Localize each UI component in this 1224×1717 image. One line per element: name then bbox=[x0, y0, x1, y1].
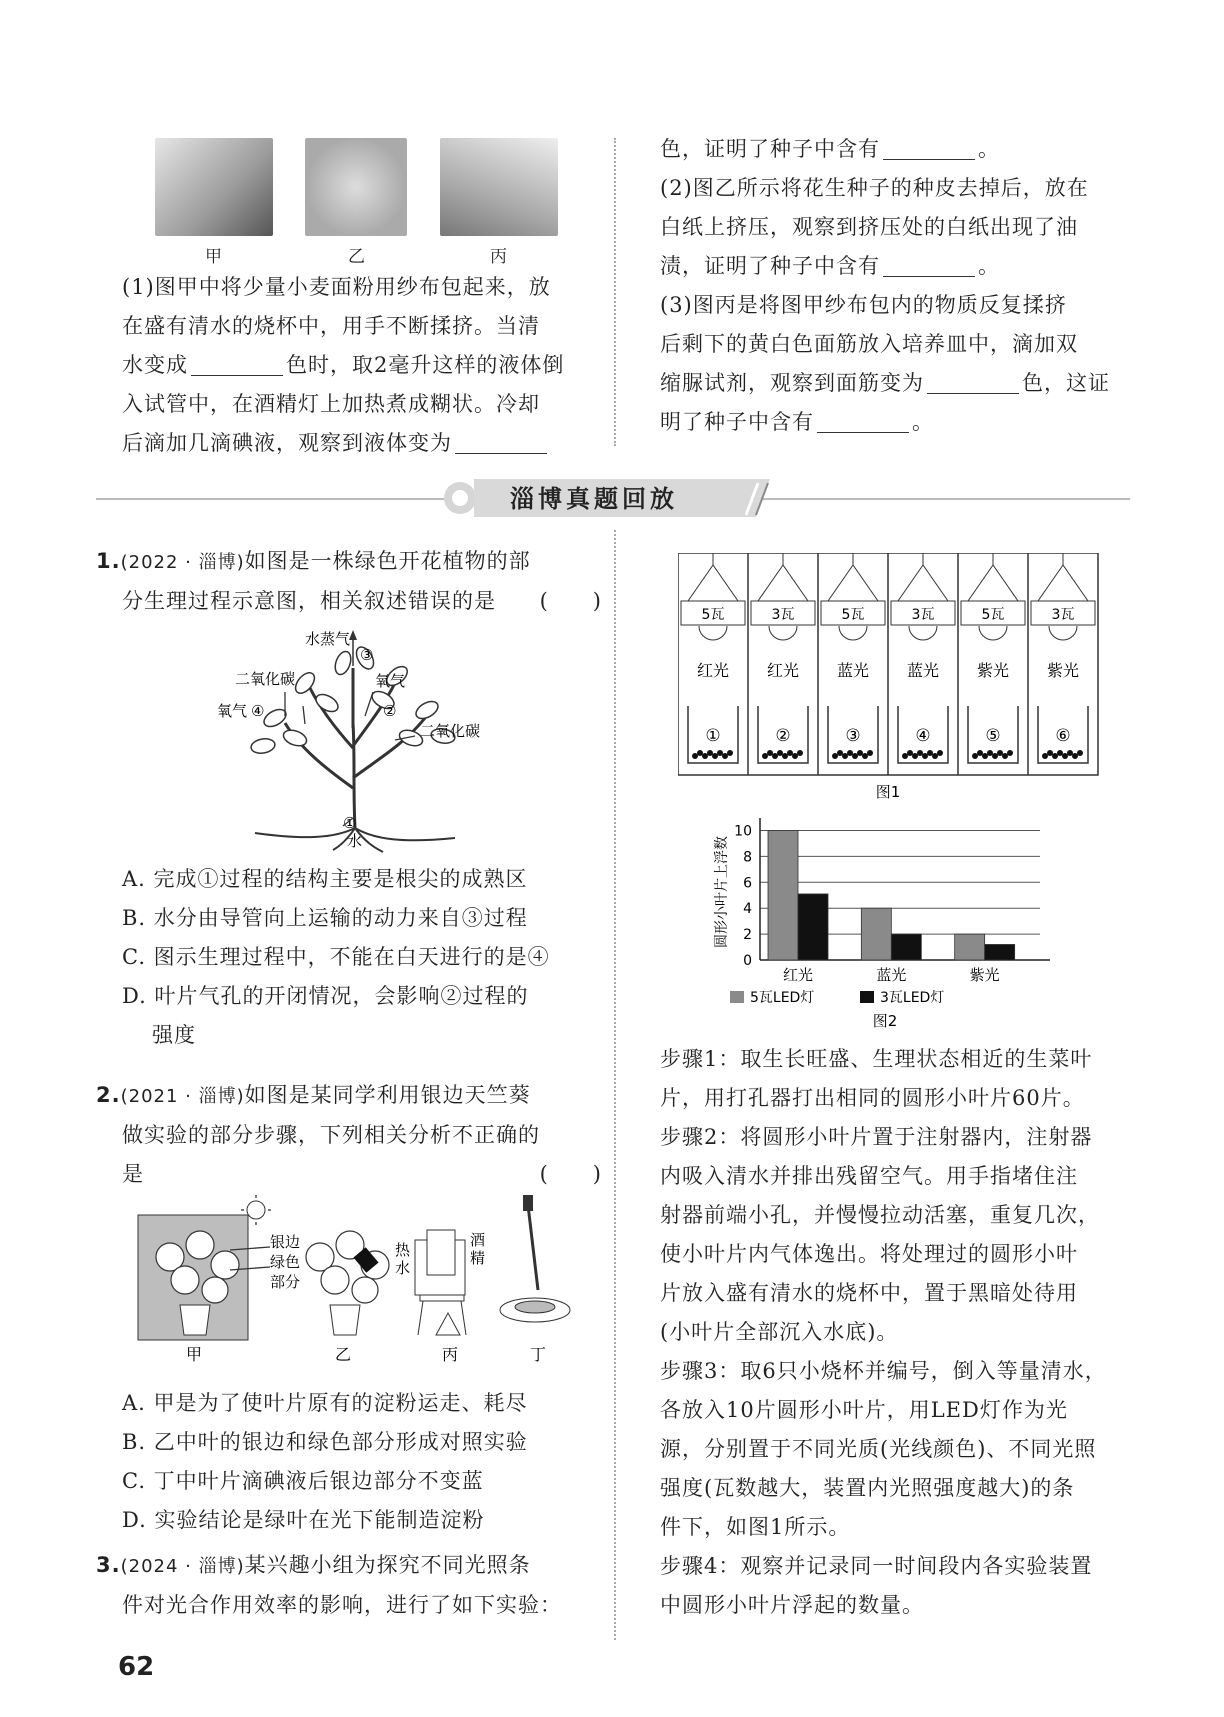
photo-jia bbox=[155, 138, 273, 236]
bulb bbox=[769, 626, 797, 640]
leaf-disc bbox=[707, 750, 713, 756]
photo-yi bbox=[305, 138, 407, 236]
experiment-steps bbox=[660, 1040, 1140, 1625]
legend-label: 5瓦LED灯 bbox=[750, 990, 815, 1006]
light-color-label: 蓝光 bbox=[906, 661, 940, 680]
fig1-caption: 图1 bbox=[875, 783, 901, 801]
leaf-disc bbox=[1052, 753, 1058, 759]
section-title: 淄博真题回放 bbox=[510, 485, 678, 513]
leaf-disc bbox=[902, 753, 908, 759]
beaker-number: ⑤ bbox=[985, 726, 1001, 746]
leaf-disc bbox=[997, 750, 1003, 756]
caption-yi: 乙 bbox=[348, 247, 365, 267]
step-line: 步骤1：取生长旺盛、生理状态相近的生菜叶 bbox=[660, 1047, 1093, 1071]
question-1 bbox=[96, 542, 602, 621]
answer-blank[interactable] bbox=[883, 137, 975, 160]
leaf-disc bbox=[852, 753, 858, 759]
plant-diagram bbox=[215, 628, 515, 853]
leaf-disc bbox=[692, 753, 698, 759]
leaf-disc bbox=[867, 750, 873, 756]
leaf-disc bbox=[717, 750, 723, 756]
leaf-disc bbox=[842, 753, 848, 759]
answer-blank[interactable] bbox=[883, 254, 975, 277]
leaf-disc bbox=[1077, 750, 1083, 756]
lamp-watt-label: 5瓦 bbox=[701, 607, 725, 623]
leaf-disc bbox=[832, 753, 838, 759]
leaf-disc bbox=[982, 753, 988, 759]
q3-stem-line2: 件对光合作用效率的影响，进行了如下实验： bbox=[122, 1593, 562, 1617]
bar bbox=[955, 934, 985, 960]
q3-stem-line1: 3.(2024 · 淄博)某兴趣小组为探究不同光照条 bbox=[96, 1553, 531, 1577]
lamp-watt-label: 3瓦 bbox=[1051, 607, 1075, 623]
leaf-disc bbox=[837, 750, 843, 756]
step-line: 内吸入清水并排出残留空气。用手指堵住注 bbox=[660, 1164, 1078, 1188]
bulb bbox=[909, 626, 937, 640]
text-line: 白纸上挤压，观察到挤压处的白纸出现了油 bbox=[660, 215, 1078, 239]
option-a[interactable]: A. 甲是为了使叶片原有的淀粉运走、耗尽 bbox=[122, 1391, 528, 1415]
text-line: (3)图丙是将图甲纱布包内的物质反复揉挤 bbox=[660, 293, 1067, 317]
light-color-label: 红光 bbox=[696, 661, 730, 680]
option-d[interactable]: D. 叶片气孔的开闭情况，会影响②过程的 bbox=[122, 984, 529, 1008]
fig2-caption: 图2 bbox=[872, 1012, 898, 1030]
bar bbox=[861, 908, 891, 960]
leaf-disc bbox=[792, 753, 798, 759]
leaf-disc bbox=[772, 753, 778, 759]
leaf-disc bbox=[932, 753, 938, 759]
leaf-disc bbox=[922, 753, 928, 759]
step-line: 各放入10片圆形小叶片，用LED灯作为光 bbox=[660, 1398, 1068, 1422]
leaf-disc bbox=[992, 753, 998, 759]
step-line: 源，分别置于不同光质(光线颜色)、不同光照 bbox=[660, 1437, 1097, 1461]
step-line: 步骤2：将圆形小叶片置于注射器内，注射器 bbox=[660, 1125, 1093, 1149]
caption-bing: 丙 bbox=[442, 1345, 459, 1364]
lamp-watt-label: 3瓦 bbox=[911, 607, 935, 623]
leaf-disc bbox=[1042, 753, 1048, 759]
leaf-disc bbox=[722, 753, 728, 759]
lamp-shade bbox=[968, 565, 1018, 601]
text-line: 后滴加几滴碘液，观察到液体变为 bbox=[122, 424, 602, 463]
label-alcohol1: 酒 bbox=[470, 1231, 486, 1249]
beaker-number: ⑥ bbox=[1055, 726, 1071, 746]
text-line: 后剩下的黄白色面筋放入培养皿中，滴加双 bbox=[660, 332, 1078, 356]
column-divider-top bbox=[614, 138, 616, 446]
y-tick-label: 2 bbox=[743, 927, 752, 944]
label-water: 水 bbox=[347, 832, 363, 850]
step-line: 步骤4：观察并记录同一时间段内各实验装置 bbox=[660, 1554, 1093, 1578]
y-tick-label: 4 bbox=[743, 901, 752, 918]
option-d[interactable]: D. 实验结论是绿叶在光下能制造淀粉 bbox=[122, 1508, 485, 1532]
answer-blank[interactable] bbox=[455, 431, 547, 454]
step-line: (小叶片全部沉入水底)。 bbox=[660, 1320, 899, 1344]
x-tick-label: 蓝光 bbox=[876, 966, 907, 984]
leaf-disc bbox=[972, 753, 978, 759]
leaf-disc bbox=[697, 750, 703, 756]
label-o2-left: 氧气 bbox=[217, 702, 248, 720]
leaf-disc bbox=[907, 750, 913, 756]
x-tick-label: 紫光 bbox=[969, 966, 1000, 984]
caption-bing: 丙 bbox=[490, 247, 507, 267]
y-tick-label: 6 bbox=[743, 875, 752, 892]
light-color-label: 红光 bbox=[766, 661, 800, 680]
beaker-number: ③ bbox=[845, 726, 861, 746]
text-line: (1)图甲中将少量小麦面粉用纱布包起来，放 bbox=[122, 275, 551, 299]
lamp-watt-label: 3瓦 bbox=[771, 607, 795, 623]
option-c[interactable]: C. 丁中叶片滴碘液后银边部分不变蓝 bbox=[122, 1469, 484, 1493]
lamp-shade bbox=[758, 565, 808, 601]
leaf-disc bbox=[702, 753, 708, 759]
beaker-number: ① bbox=[705, 726, 721, 746]
lamp-shade bbox=[1038, 565, 1088, 601]
answer-paren[interactable]: ( ) bbox=[539, 589, 602, 613]
label-circle2: ② bbox=[383, 702, 397, 720]
leaf-disc bbox=[912, 753, 918, 759]
label-circle3: ③ bbox=[360, 646, 374, 664]
bar bbox=[768, 830, 798, 960]
text-line: 明了种子中含有 。 bbox=[660, 410, 934, 434]
photo-bing bbox=[440, 138, 558, 236]
question-2 bbox=[96, 1076, 602, 1194]
y-tick-label: 8 bbox=[743, 849, 752, 866]
light-color-label: 蓝光 bbox=[836, 661, 870, 680]
leaf-disc bbox=[987, 750, 993, 756]
leaf-disc bbox=[787, 750, 793, 756]
legend-swatch bbox=[730, 991, 744, 1003]
step-line: 强度(瓦数越大，装置内光照强度越大)的条 bbox=[660, 1476, 1075, 1500]
legend-swatch bbox=[860, 991, 874, 1003]
leaf-disc bbox=[1062, 753, 1068, 759]
leaf-disc bbox=[977, 750, 983, 756]
leaf-disc bbox=[1047, 750, 1053, 756]
label-alcohol2: 精 bbox=[470, 1249, 486, 1267]
section-banner bbox=[440, 475, 780, 521]
leaf-disc bbox=[857, 750, 863, 756]
text-line: 在盛有清水的烧杯中，用手不断揉挤。当清 bbox=[122, 314, 540, 338]
text-line: 色，证明了种子中含有 。 bbox=[660, 137, 1000, 161]
q1-stem-line1: 1.(2022 · 淄博)如图是一株绿色开花植物的部 bbox=[96, 549, 531, 573]
leaf-disc bbox=[1002, 753, 1008, 759]
step-line: 片放入盛有清水的烧杯中，置于黑暗处待用 bbox=[660, 1281, 1078, 1305]
option-d-cont: 强度 bbox=[152, 1023, 196, 1047]
figure-2-bar-chart bbox=[710, 808, 1080, 1033]
caption-yi: 乙 bbox=[335, 1345, 352, 1364]
label-water: 水 bbox=[395, 1259, 411, 1277]
leaf-disc bbox=[777, 750, 783, 756]
step-line: 使小叶片内气体逸出。将处理过的圆形小叶 bbox=[660, 1242, 1078, 1266]
leaf-disc bbox=[862, 753, 868, 759]
leaf-disc bbox=[727, 750, 733, 756]
bulb bbox=[1049, 626, 1077, 640]
lamp-watt-label: 5瓦 bbox=[981, 607, 1005, 623]
caption-ding: 丁 bbox=[530, 1345, 547, 1364]
text-line: 入试管中，在酒精灯上加热煮成糊状。冷却 bbox=[122, 392, 540, 416]
figure-1-apparatus bbox=[678, 553, 1108, 803]
label-circle4: ④ bbox=[251, 702, 265, 720]
lamp-shade bbox=[828, 565, 878, 601]
option-b[interactable]: B. 乙中叶的银边和绿色部分形成对照实验 bbox=[122, 1430, 528, 1454]
label-water-vapor: 水蒸气 bbox=[305, 630, 351, 648]
top-right-text bbox=[660, 130, 1140, 442]
text-line: 缩脲试剂，观察到面筋变为 色，这证 bbox=[660, 371, 1110, 395]
caption-jia: 甲 bbox=[205, 247, 222, 267]
legend-label: 3瓦LED灯 bbox=[880, 990, 945, 1006]
q2-options bbox=[96, 1384, 602, 1540]
leaf-disc bbox=[917, 750, 923, 756]
leaf-disc bbox=[762, 753, 768, 759]
leaf-disc bbox=[797, 750, 803, 756]
bulb bbox=[839, 626, 867, 640]
bar bbox=[798, 894, 828, 960]
text-line: 水变成 色时，取2毫升这样的液体倒 bbox=[122, 353, 565, 377]
light-color-label: 紫光 bbox=[1046, 661, 1080, 680]
bulb bbox=[979, 626, 1007, 640]
answer-blank[interactable] bbox=[191, 353, 283, 376]
answer-blank[interactable] bbox=[817, 410, 909, 433]
y-tick-label: 0 bbox=[743, 953, 752, 969]
label-hot: 热 bbox=[395, 1241, 411, 1259]
step-line: 件下，如图1所示。 bbox=[660, 1515, 851, 1539]
step-line: 射器前端小孔，并慢慢拉动活塞，重复几次， bbox=[660, 1203, 1100, 1227]
leaf-disc bbox=[847, 750, 853, 756]
q1-options bbox=[96, 860, 602, 1055]
step-line: 中圆形小叶片浮起的数量。 bbox=[660, 1593, 924, 1617]
leaf-disc bbox=[767, 750, 773, 756]
q2-stem-line1: 2.(2021 · 淄博)如图是某同学利用银边天竺葵 bbox=[96, 1083, 531, 1107]
text-line: 渍，证明了种子中含有 。 bbox=[660, 254, 1000, 278]
lamp-shade bbox=[898, 565, 948, 601]
bulb bbox=[699, 626, 727, 640]
light-color-label: 紫光 bbox=[976, 661, 1010, 680]
caption-jia: 甲 bbox=[186, 1345, 203, 1364]
leaf-disc bbox=[927, 750, 933, 756]
q1-stem-line2: 分生理过程示意图，相关叙述错误的是 ( ) bbox=[96, 582, 602, 621]
leaf-disc bbox=[782, 753, 788, 759]
y-axis-label: 圆形小叶片上浮数 bbox=[714, 836, 730, 948]
leaf-disc bbox=[1057, 750, 1063, 756]
label-silver-edge: 银边 bbox=[270, 1233, 301, 1251]
label-green: 绿色 bbox=[270, 1253, 301, 1271]
leaf-disc bbox=[1072, 753, 1078, 759]
beaker-number: ② bbox=[775, 726, 791, 746]
lamp-shade bbox=[688, 565, 738, 601]
top-left-text bbox=[122, 268, 602, 463]
column-divider-bottom bbox=[614, 530, 616, 1640]
label-co2-left: 二氧化碳 bbox=[235, 670, 296, 688]
option-a[interactable]: A. 完成①过程的结构主要是根尖的成熟区 bbox=[122, 867, 528, 891]
y-tick-label: 10 bbox=[734, 823, 752, 840]
question-3 bbox=[96, 1546, 602, 1625]
label-circle1: ① bbox=[343, 814, 357, 832]
lamp-watt-label: 5瓦 bbox=[841, 607, 865, 623]
x-tick-label: 红光 bbox=[782, 966, 814, 984]
option-b[interactable]: B. 水分由导管向上运输的动力来自③过程 bbox=[122, 906, 528, 930]
label-part: 部分 bbox=[270, 1273, 301, 1291]
label-co2-right: 二氧化碳 bbox=[420, 722, 481, 740]
beaker-number: ④ bbox=[915, 726, 931, 746]
q2-stem-line2: 做实验的部分步骤，下列相关分析不正确的 bbox=[122, 1123, 540, 1147]
label-o2-right: 氧气 bbox=[375, 672, 406, 690]
leaf-disc bbox=[1007, 750, 1013, 756]
leaf-disc bbox=[712, 753, 718, 759]
bar bbox=[891, 934, 921, 960]
option-c[interactable]: C. 图示生理过程中，不能在白天进行的是④ bbox=[122, 945, 550, 969]
q2-stem-line3: 是 ( ) bbox=[96, 1155, 602, 1194]
step-line: 片，用打孔器打出相同的圆形小叶片60片。 bbox=[660, 1086, 1085, 1110]
bar bbox=[985, 944, 1015, 960]
text-line: (2)图乙所示将花生种子的种皮去掉后，放在 bbox=[660, 176, 1089, 200]
answer-paren[interactable]: ( ) bbox=[539, 1162, 602, 1186]
leaf-disc bbox=[937, 750, 943, 756]
step-line: 步骤3：取6只小烧杯并编号，倒入等量清水， bbox=[660, 1359, 1107, 1383]
answer-blank[interactable] bbox=[927, 371, 1019, 394]
page-number: 62 bbox=[118, 1652, 155, 1682]
leaf-disc bbox=[1067, 750, 1073, 756]
geranium-experiment-diagram bbox=[130, 1195, 580, 1370]
